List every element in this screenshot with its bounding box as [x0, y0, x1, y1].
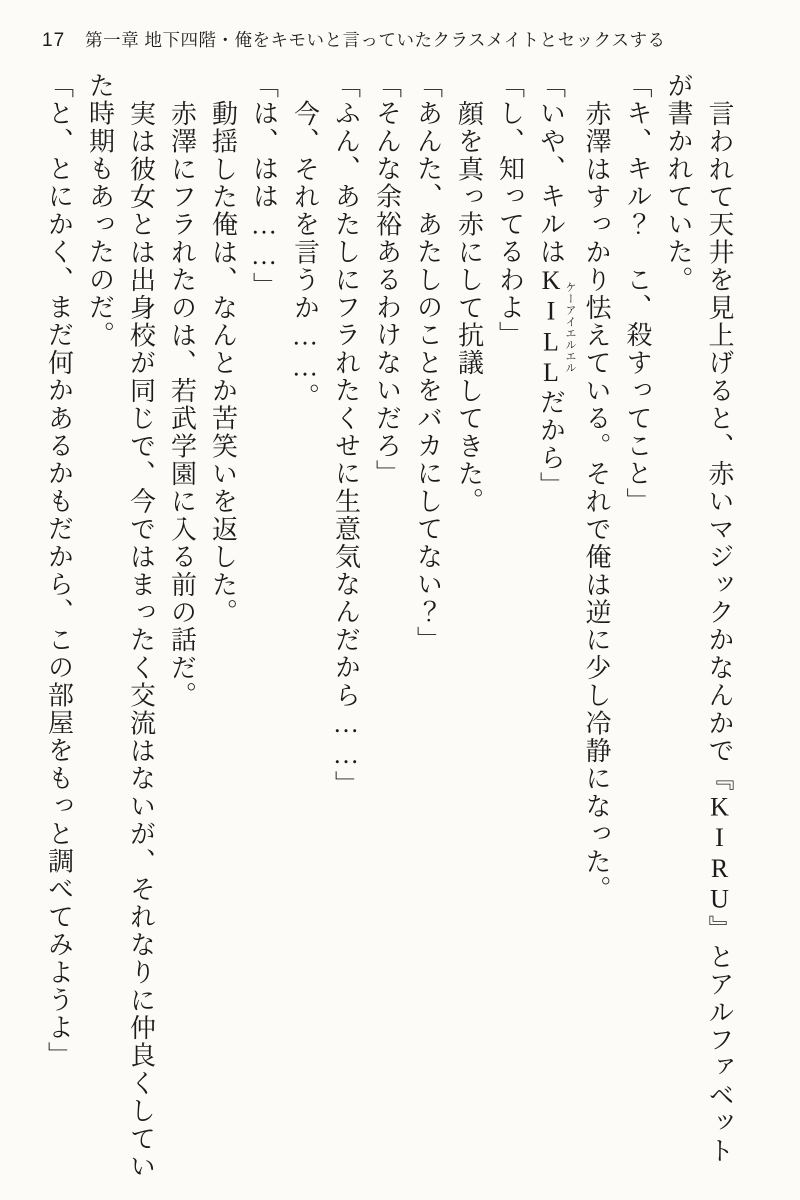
paragraph: 「は、はは……」 — [249, 72, 279, 300]
paragraph: 実は彼女とは出身校が同じで、今ではまったく交流はないが、それなりに仲良くしていた時期もあったのだ。 — [85, 72, 156, 1180]
paragraph: 「キ、キル？ こ、殺すってこと」 — [623, 72, 652, 516]
running-header — [42, 27, 665, 52]
paragraph: 「あんた、あたしのことをバカにしてない？」 — [413, 72, 443, 654]
paragraph: 赤澤はすっかり怯えている。それで俺は逆に少し冷静になった。 — [582, 99, 611, 903]
paragraph: 「し、知ってるわよ」 — [495, 72, 525, 349]
paragraph: 「ふん、あたしにフラれたくせに生意気なんだから……」 — [331, 72, 361, 799]
furigana: ケーアイエルエル — [564, 265, 576, 389]
chapter-title: 第一章 地下四階・俺をキモいと言っていたクラスメイトとセックスする — [85, 30, 666, 50]
paragraph: 今、それを言うか……。 — [290, 99, 320, 411]
paragraph: 「そんな余裕あるわけないだろ」 — [372, 72, 402, 488]
paragraph: 言われて天井を見上げると、赤いマジックかなんかで『KIRU』とアルファベットが書かれていた。 — [664, 72, 734, 1165]
ruby-annotated-text: KILLケーアイエルエル — [536, 265, 576, 389]
paragraph: 「いや、キルはKILLケーアイエルエルだから」 — [536, 72, 576, 500]
text-body — [39, 72, 741, 1186]
page-number: 17 — [42, 30, 66, 51]
paragraph: 動揺した俺は、なんとか苦笑いを返した。 — [208, 99, 238, 626]
paragraph: 赤澤にフラれたのは、若武学園に入る前の話だ。 — [167, 99, 197, 710]
paragraph: 「と、とにかく、まだ何かあるかもだから、この部屋をもっと調べてみようよ」 — [44, 72, 74, 1070]
paragraph: 顔を真っ赤にして抗議してきた。 — [454, 99, 484, 516]
